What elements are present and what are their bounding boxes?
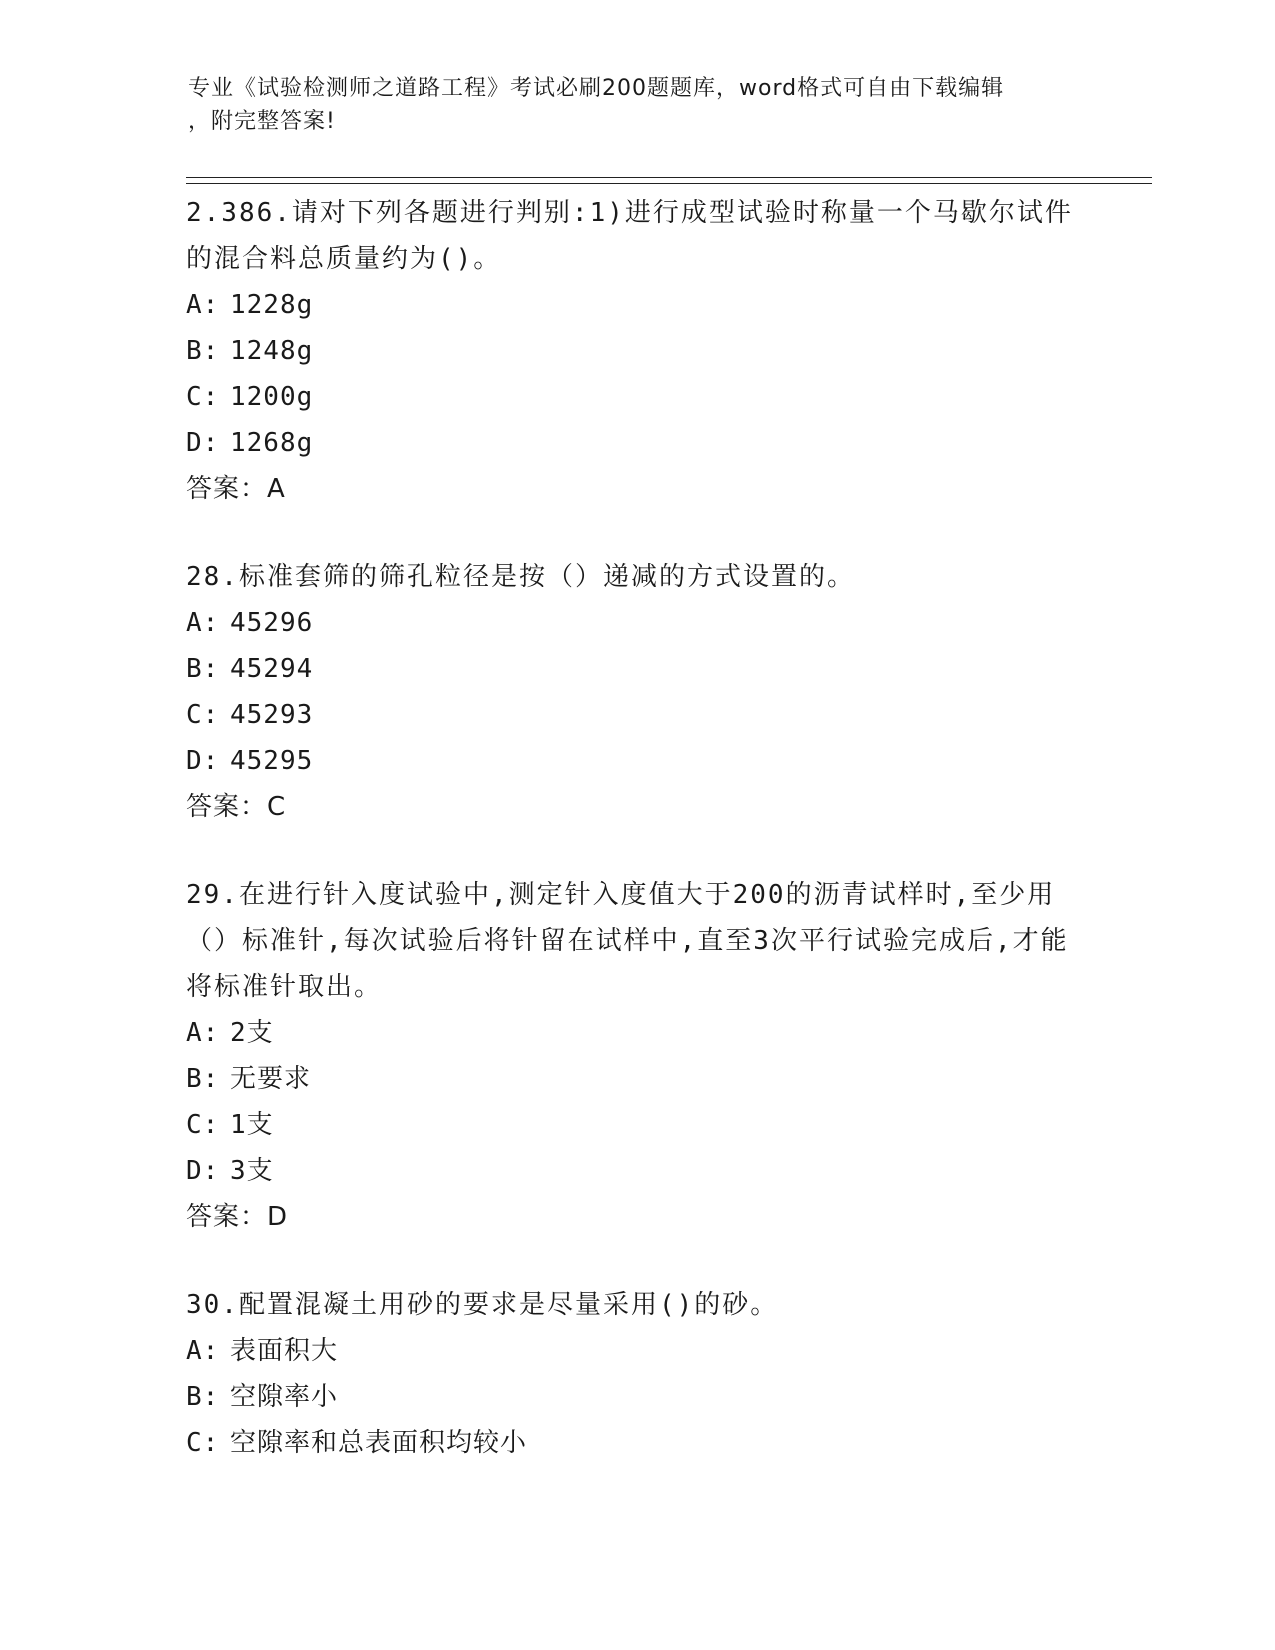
option-b (186, 1374, 1086, 1420)
option-a (186, 600, 1086, 646)
question-list (186, 190, 1086, 1508)
option-text: 45293 (230, 700, 314, 730)
option-c (186, 692, 1086, 738)
option-key: B: (186, 336, 220, 366)
question-stem: 30.配置混凝土用砂的要求是尽量采用()的砂。 (186, 1290, 779, 1320)
question-3 (186, 872, 1086, 1240)
question-2 (186, 554, 1086, 830)
header-divider-bottom (186, 183, 1152, 184)
option-text: 3支 (230, 1156, 274, 1186)
option-text: 无要求 (230, 1064, 312, 1094)
answer-line: 答案：A (186, 474, 286, 504)
option-key: A: (186, 608, 220, 638)
option-key: D: (186, 1156, 220, 1186)
option-key: B: (186, 1382, 220, 1412)
option-key: C: (186, 700, 220, 730)
option-key: B: (186, 654, 220, 684)
question-stem: 2.386.请对下列各题进行判别:1)进行成型试验时称量一个马歇尔试件的混合料总质量约为()。 (186, 198, 1073, 274)
option-d (186, 738, 1086, 784)
option-b (186, 328, 1086, 374)
option-text: 1支 (230, 1110, 274, 1140)
option-text: 1268g (230, 428, 314, 458)
option-b (186, 646, 1086, 692)
option-text: 45296 (230, 608, 314, 638)
option-text: 空隙率小 (230, 1382, 339, 1412)
header-divider-top (186, 177, 1152, 178)
option-key: C: (186, 1428, 220, 1458)
option-b (186, 1056, 1086, 1102)
option-key: D: (186, 428, 220, 458)
option-d (186, 420, 1086, 466)
option-a (186, 282, 1086, 328)
option-text: 表面积大 (230, 1336, 339, 1366)
document-header (188, 72, 1088, 138)
option-c (186, 1420, 1086, 1466)
option-key: A: (186, 1336, 220, 1366)
option-c (186, 374, 1086, 420)
option-d (186, 1148, 1086, 1194)
option-a (186, 1010, 1086, 1056)
question-4 (186, 1282, 1086, 1466)
option-key: D: (186, 746, 220, 776)
option-key: C: (186, 382, 220, 412)
option-a (186, 1328, 1086, 1374)
option-key: C: (186, 1110, 220, 1140)
header-line-2: ，附完整答案! (188, 109, 336, 134)
option-text: 45294 (230, 654, 314, 684)
question-stem: 28.标准套筛的筛孔粒径是按（）递减的方式设置的。 (186, 562, 855, 592)
question-stem: 29.在进行针入度试验中,测定针入度值大于200的沥青试样时,至少用（）标准针,每次试验后将针留在试样中,直至3次平行试验完成后,才能将标准针取出。 (186, 880, 1069, 1002)
option-key: B: (186, 1064, 220, 1094)
option-key: A: (186, 290, 220, 320)
option-c (186, 1102, 1086, 1148)
header-line-1: 专业《试验检测师之道路工程》考试必刷200题题库，word格式可自由下载编辑 (188, 76, 1005, 101)
answer-line: 答案：C (186, 792, 287, 822)
option-text: 45295 (230, 746, 314, 776)
option-text: 1200g (230, 382, 314, 412)
answer-line: 答案：D (186, 1202, 289, 1232)
option-text: 1228g (230, 290, 314, 320)
option-text: 1248g (230, 336, 314, 366)
option-text: 空隙率和总表面积均较小 (230, 1428, 528, 1458)
question-1 (186, 190, 1086, 512)
option-text: 2支 (230, 1018, 274, 1048)
option-key: A: (186, 1018, 220, 1048)
